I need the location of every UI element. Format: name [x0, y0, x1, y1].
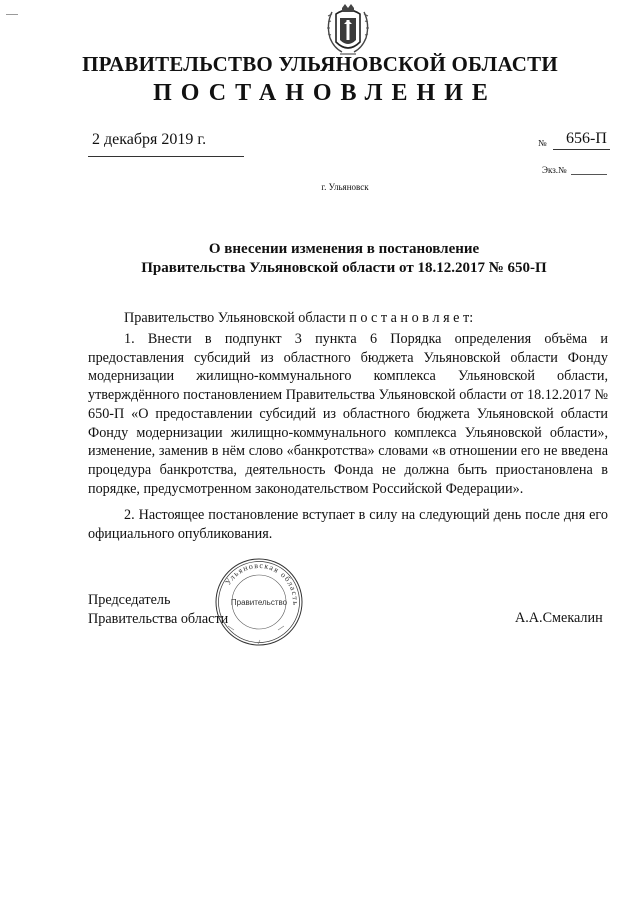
government-title: ПРАВИТЕЛЬСТВО УЛЬЯНОВСКОЙ ОБЛАСТИ [82, 52, 558, 76]
document-type-title: ПОСТАНОВЛЕНИЕ [153, 80, 497, 106]
signatory-title [88, 591, 228, 629]
copy-number-label: Экз.№ [542, 165, 567, 175]
paragraph-2: 2. Настоящее постановление вступает в силу на следующий день после дня его официального опубликования. [88, 507, 608, 542]
signatory-title-line-1: Председатель [88, 592, 171, 608]
decree-subject [0, 240, 640, 278]
date-underline [88, 156, 244, 157]
subject-line-1: О внесении изменения в постановление [208, 241, 480, 257]
svg-text:Ульяновская область: Ульяновская область [223, 560, 301, 607]
preamble: Правительство Ульяновской области п о с т а н о в л я е т: [124, 310, 474, 326]
signatory-name: А.А.Смекалин [515, 610, 603, 626]
official-seal-stamp [214, 556, 304, 648]
copy-number-line [571, 174, 607, 175]
decree-date: 2 декабря 2019 г. [92, 131, 207, 148]
number-label: № [538, 138, 547, 148]
number-underline [553, 149, 610, 150]
signatory-title-line-2: Правительства области [88, 611, 229, 627]
scan-mark [6, 14, 18, 15]
paragraph-1: 1. Внести в подпункт 3 пункта 6 Порядка определения объёма и предоставления субсидий из областного бюджета Ульяновской области Фонду модернизации жилищно-коммунального комплекса Ульяновской области, утверждённого постановлением Правительства Ульяновской области от 18.12.2017 № 650-П «О предоставлении субсидий из областного бюджета Ульяновской области Фонду модернизации жилищно-коммунального комплекса Ульяновской области», изменение, заменив в нём слово «банкротства» словами «в отношении его не введена процедура банкротства, деятельность Фонда не должна быть приостановлена в порядке, предусмотренном законодательством Российской Федерации». [88, 331, 608, 497]
svg-text:Правительство: Правительство [230, 598, 288, 607]
decree-number: 656-П [566, 130, 607, 147]
subject-line-2: Правительства Ульяновской области от 18.12.2017 № 650-П [141, 260, 547, 276]
city: г. Ульяновск [321, 182, 369, 192]
